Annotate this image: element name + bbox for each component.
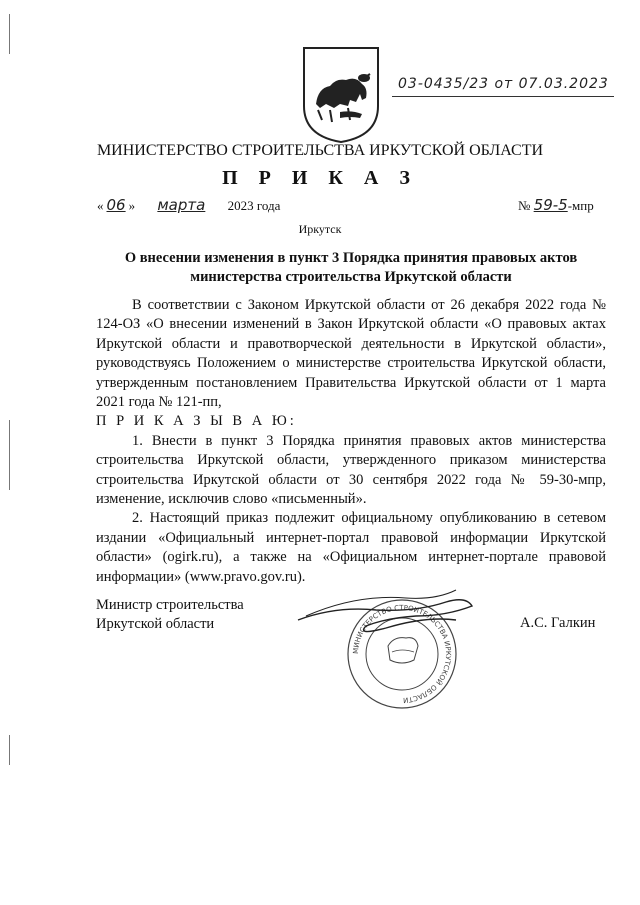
stamp-ring-text: МИНИСТЕРСТВО СТРОИТЕЛЬСТВА ИРКУТСКОЙ ОБЛАСТИ xyxy=(351,603,453,705)
position-line-1: Министр строительства xyxy=(96,597,244,613)
signatory-name: А.С. Галкин xyxy=(520,615,596,631)
margin-mark-low xyxy=(9,735,10,765)
date-close-quote: » xyxy=(128,198,136,213)
ministry-name: МИНИСТЕРСТВО СТРОИТЕЛЬСТВА ИРКУТСКОЙ ОБЛАСТИ xyxy=(96,142,544,159)
margin-mark-top xyxy=(9,14,10,54)
date-open-quote: « xyxy=(97,198,104,213)
number-prefix: № xyxy=(518,198,531,213)
order-item-1: 1. Внести в пункт 3 Порядка принятия правовых актов министерства строительства Иркутской области, утвержденного приказом министерства строительства Иркутской области от 30 сентября 2022 года № 59-30-мпр, изменение, исключив слово «письменный». xyxy=(96,432,606,508)
city: Иркутск xyxy=(298,222,342,236)
date-day: 06 xyxy=(106,196,126,214)
margin-mark-mid xyxy=(9,420,10,490)
position-line-2: Иркутской области xyxy=(96,616,215,632)
registration-underline xyxy=(392,96,614,97)
document-date xyxy=(97,196,280,214)
coat-of-arms-emblem xyxy=(300,44,382,144)
date-month: марта xyxy=(157,196,206,214)
order-item-2: 2. Настоящий приказ подлежит официальному опубликованию в сетевом издании «Официальный интернет-портал правовой информации Иркутской области» (ogirk.ru), а также на «Официальном интернет-портале правовой информации» (www.pravo.gov.ru). xyxy=(96,510,606,585)
document-title xyxy=(96,249,606,287)
signatory-position xyxy=(96,596,244,634)
number-handwritten: 59-5 xyxy=(533,196,568,214)
date-year: 2023 года xyxy=(227,198,281,213)
document-body xyxy=(96,296,606,587)
number-suffix: -мпр xyxy=(567,198,594,213)
document-type: П Р И К А З xyxy=(222,167,418,189)
order-word: П Р И К А З Ы В А Ю: xyxy=(96,413,297,430)
title-line-1: О внесении изменения в пункт 3 Порядка принятия правовых актов xyxy=(124,250,578,266)
preamble-paragraph: В соответствии с Законом Иркутской области от 26 декабря 2022 года № 124-ОЗ «О внесении изменений в Закон Иркутской области «О правовых актах Иркутской области и правотворческой деятельности в Иркутской области», руководствуясь Положением о министерстве строительства Иркутской области, утвержденным постановлением Правительства Иркутской области от 1 марта 2021 года № 121-пп, xyxy=(96,297,606,411)
registration-number: 03-0435/23 от 07.03.2023 xyxy=(398,76,609,92)
official-stamp xyxy=(296,576,496,711)
document-number xyxy=(518,196,594,214)
title-line-2: министерства строительства Иркутской области xyxy=(190,269,512,285)
